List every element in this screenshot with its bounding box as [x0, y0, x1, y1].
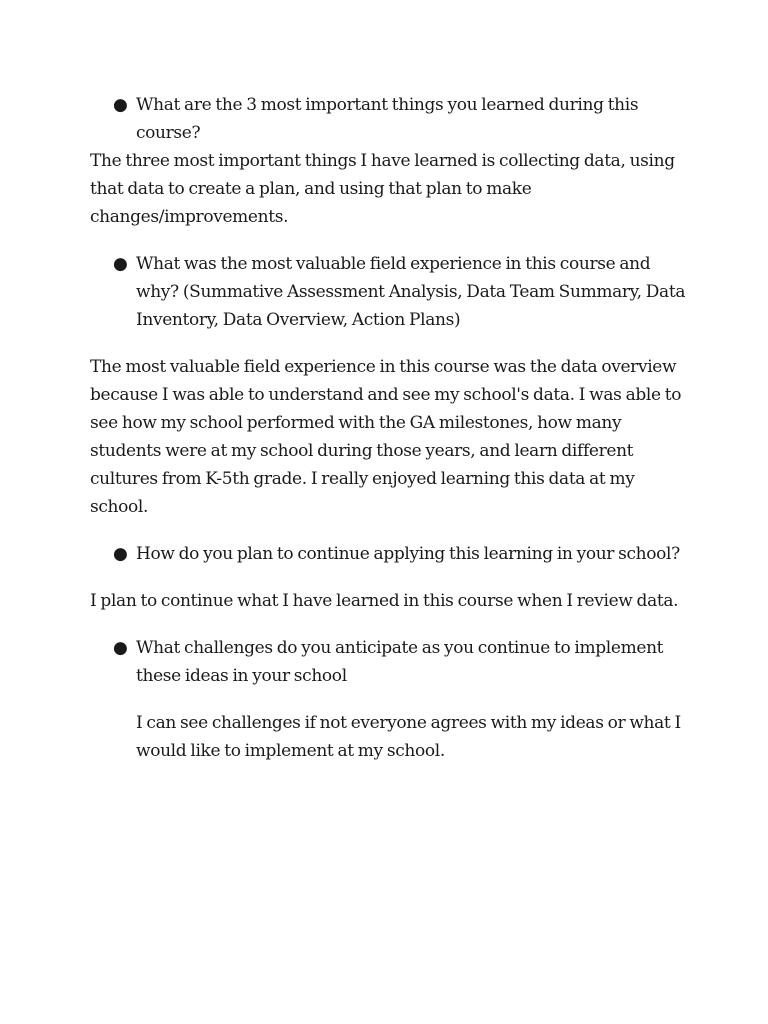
- question-4-text: What challenges do you anticipate as you continue to implement these ideas in your school: [136, 638, 664, 686]
- question-4: [90, 634, 690, 690]
- bullet-icon: ●: [113, 95, 128, 115]
- answer-2: The most valuable field experience in this course was the data overview because I was able to understand and see my school's data. I was able to see how my school performed with the GA milestones, how many students were at my school during those years, and learn different cultures from K-5th grade. I really enjoyed learning this data at my school.: [90, 357, 682, 517]
- document-body: [90, 91, 690, 765]
- bullet-icon: ●: [113, 638, 128, 658]
- answer-1: The three most important things I have learned is collecting data, using that data to create a plan, and using that plan to make changes/improvements.: [90, 151, 675, 227]
- question-1: [90, 91, 690, 147]
- question-1-text: What are the 3 most important things you learned during this course?: [136, 95, 639, 143]
- answer-4: I can see challenges if not everyone agrees with my ideas or what I would like to implement at my school.: [136, 713, 681, 761]
- question-3-text: How do you plan to continue applying this learning in your school?: [136, 544, 680, 564]
- bullet-icon: ●: [113, 254, 128, 274]
- question-2-text: What was the most valuable field experience in this course and why? (Summative Assessment Analysis, Data Team Summary, Data Inventory, Data Overview, Action Plans): [136, 254, 686, 330]
- question-3: [90, 540, 690, 568]
- answer-3: I plan to continue what I have learned in this course when I review data.: [90, 591, 679, 611]
- bullet-icon: ●: [113, 544, 128, 564]
- question-2: [90, 250, 690, 334]
